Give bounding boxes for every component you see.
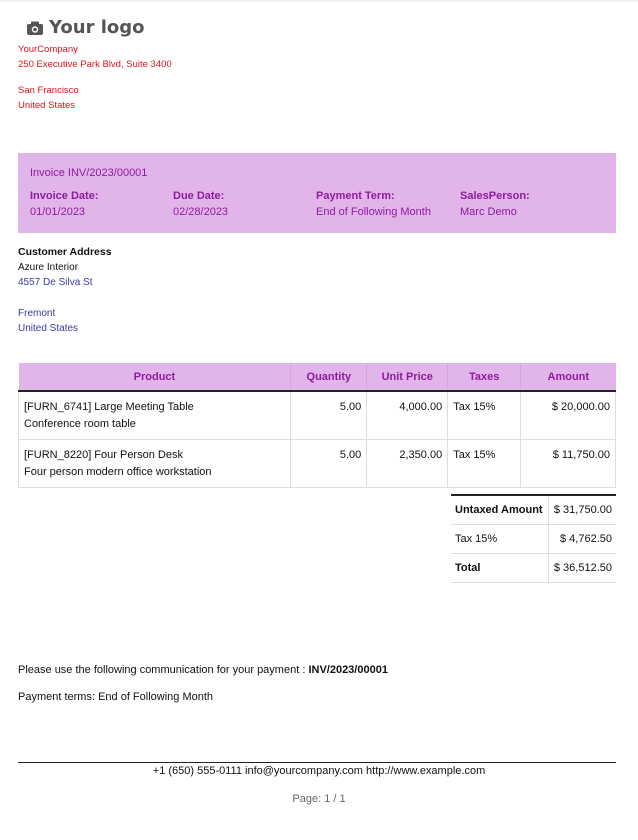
company-city: San Francisco (18, 85, 79, 96)
payment-term-value: End of Following Month (316, 206, 431, 218)
salesperson-label: SalesPerson: (460, 190, 530, 202)
unit-price-cell: 4,000.00 (367, 391, 448, 440)
table-row (19, 440, 616, 488)
camera-icon (27, 21, 43, 35)
total-label: Total (451, 554, 548, 583)
product-cell (19, 440, 291, 488)
company-country: United States (18, 100, 76, 111)
quantity-cell: 5.00 (291, 391, 367, 440)
total-value: $ 36,512.50 (548, 554, 616, 583)
invoice-number: Invoice INV/2023/00001 (30, 167, 148, 179)
salesperson-value: Marc Demo (460, 206, 517, 218)
quantity-cell: 5.00 (291, 440, 367, 488)
table-header-row (19, 363, 616, 391)
due-date-value: 02/28/2023 (173, 206, 229, 218)
payment-term-label: Payment Term: (316, 190, 395, 202)
company-logo (27, 17, 145, 38)
taxes-cell: Tax 15% (448, 440, 521, 488)
header-quantity: Quantity (291, 363, 367, 391)
totals-table (451, 494, 616, 583)
invoice-info-banner (18, 153, 616, 233)
logo-text: Your logo (49, 17, 145, 38)
product-name: [FURN_6741] Large Meeting Table (24, 401, 194, 413)
header-amount: Amount (521, 363, 616, 391)
due-date-label: Due Date: (173, 190, 225, 202)
company-street: 250 Executive Park Blvd, Suite 3400 (18, 59, 172, 70)
tax-label: Tax 15% (451, 525, 548, 554)
payment-communication (18, 664, 388, 676)
invoice-date-value: 01/01/2023 (30, 206, 86, 218)
header-unit-price: Unit Price (367, 363, 448, 391)
total-row (451, 554, 616, 583)
customer-address-heading: Customer Address (18, 246, 112, 258)
invoice-date-label: Invoice Date: (30, 190, 99, 202)
header-taxes: Taxes (448, 363, 521, 391)
amount-cell: $ 11,750.00 (521, 440, 616, 488)
taxes-cell: Tax 15% (448, 391, 521, 440)
untaxed-value: $ 31,750.00 (548, 495, 616, 525)
customer-name: Azure Interior (18, 262, 79, 273)
unit-price-cell: 2,350.00 (367, 440, 448, 488)
table-row (19, 391, 616, 440)
product-cell (19, 391, 291, 440)
customer-country: United States (18, 323, 79, 334)
footer-divider (18, 762, 616, 763)
tax-value: $ 4,762.50 (548, 525, 616, 554)
product-description: Conference room table (24, 418, 136, 430)
customer-street: 4557 De Silva St (18, 277, 93, 288)
amount-cell: $ 20,000.00 (521, 391, 616, 440)
page-number: Page: 1 / 1 (292, 793, 346, 805)
untaxed-label: Untaxed Amount (451, 495, 548, 525)
header-product: Product (19, 363, 291, 391)
communication-reference: INV/2023/00001 (308, 664, 388, 676)
company-name: YourCompany (18, 44, 78, 55)
communication-prefix: Please use the following communication for your payment : (18, 664, 309, 676)
product-name: [FURN_8220] Four Person Desk (24, 449, 183, 461)
untaxed-row (451, 495, 616, 525)
customer-city: Fremont (18, 308, 56, 319)
top-border (0, 0, 638, 2)
payment-terms-note: Payment terms: End of Following Month (18, 691, 214, 703)
product-description: Four person modern office workstation (24, 466, 212, 478)
footer-contacts: +1 (650) 555-0111 info@yourcompany.com http://www.example.com (152, 765, 486, 777)
tax-row (451, 525, 616, 554)
invoice-lines-table (18, 363, 616, 488)
